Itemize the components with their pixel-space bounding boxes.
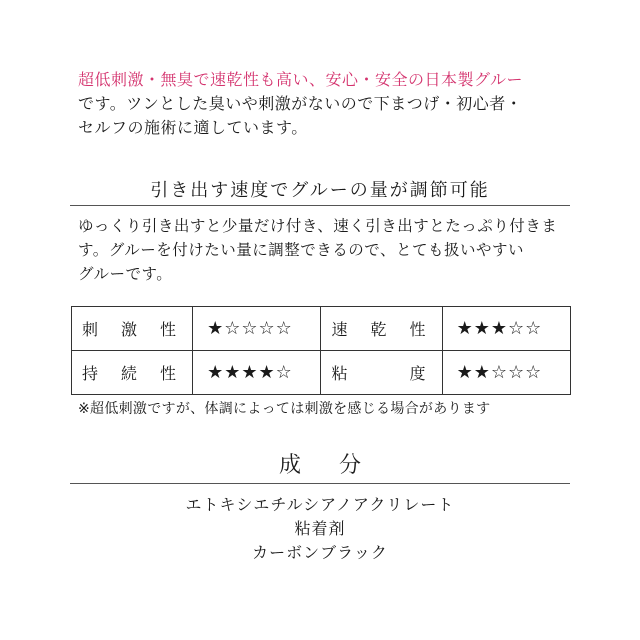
rating-label-char: 持 xyxy=(82,364,99,383)
ingredients-divider xyxy=(70,483,570,484)
rating-label-char: 激 xyxy=(120,320,137,339)
ingredient-item: 粘着剤 xyxy=(294,519,346,538)
speed-section-title: 引き出す速度でグルーの量が調節可能 xyxy=(150,180,490,201)
speed-desc-line-3: グルーです。 xyxy=(78,265,173,283)
ingredients-title: 成分 xyxy=(278,453,399,478)
speed-section-description xyxy=(78,214,568,286)
speed-desc-line-2: す。グルーを付けたい量に調整できるので、とても扱いやすい xyxy=(78,241,524,259)
rating-label-char: 度 xyxy=(409,364,426,383)
rating-label-char: 速 xyxy=(331,320,348,339)
intro-highlight: 超低刺激・無臭で速乾性も高い、安心・安全の日本製グルー xyxy=(78,70,524,89)
intro-line-3: セルフの施術に適しています。 xyxy=(78,118,308,137)
intro-text xyxy=(78,68,568,140)
rating-label-char: 続 xyxy=(120,364,137,383)
rating-stars-drying-speed: ★★★☆☆ xyxy=(442,307,570,351)
rating-label-char: 刺 xyxy=(82,320,99,339)
ingredients-list xyxy=(70,493,570,565)
ingredient-item: カーボンブラック xyxy=(252,543,388,562)
table-row xyxy=(72,351,571,395)
table-row xyxy=(72,307,571,351)
speed-section-divider xyxy=(70,205,570,206)
ingredient-item: エトキシエチルシアノアクリレート xyxy=(185,495,455,514)
speed-desc-line-1: ゆっくり引き出すと少量だけ付き、速く引き出すとたっぷり付きま xyxy=(78,217,558,235)
rating-stars-irritation: ★☆☆☆☆ xyxy=(193,307,321,351)
rating-label-drying-speed xyxy=(321,307,442,351)
rating-label-viscosity xyxy=(321,351,442,395)
rating-label-char: 性 xyxy=(159,364,176,383)
ratings-table xyxy=(71,306,571,395)
intro-line-2: です。ツンとした臭いや刺激がないので下まつげ・初心者・ xyxy=(78,94,523,113)
rating-label-char: 乾 xyxy=(370,320,387,339)
rating-stars-viscosity: ★★☆☆☆ xyxy=(442,351,570,395)
rating-label-char: 粘 xyxy=(331,364,348,383)
rating-label-retention xyxy=(72,351,193,395)
irritation-note: ※超低刺激ですが、体調によっては刺激を感じる場合があります xyxy=(78,401,491,417)
rating-stars-retention: ★★★★☆ xyxy=(193,351,321,395)
rating-label-irritation xyxy=(72,307,193,351)
rating-label-char: 性 xyxy=(409,320,426,339)
rating-label-char: 性 xyxy=(159,320,176,339)
